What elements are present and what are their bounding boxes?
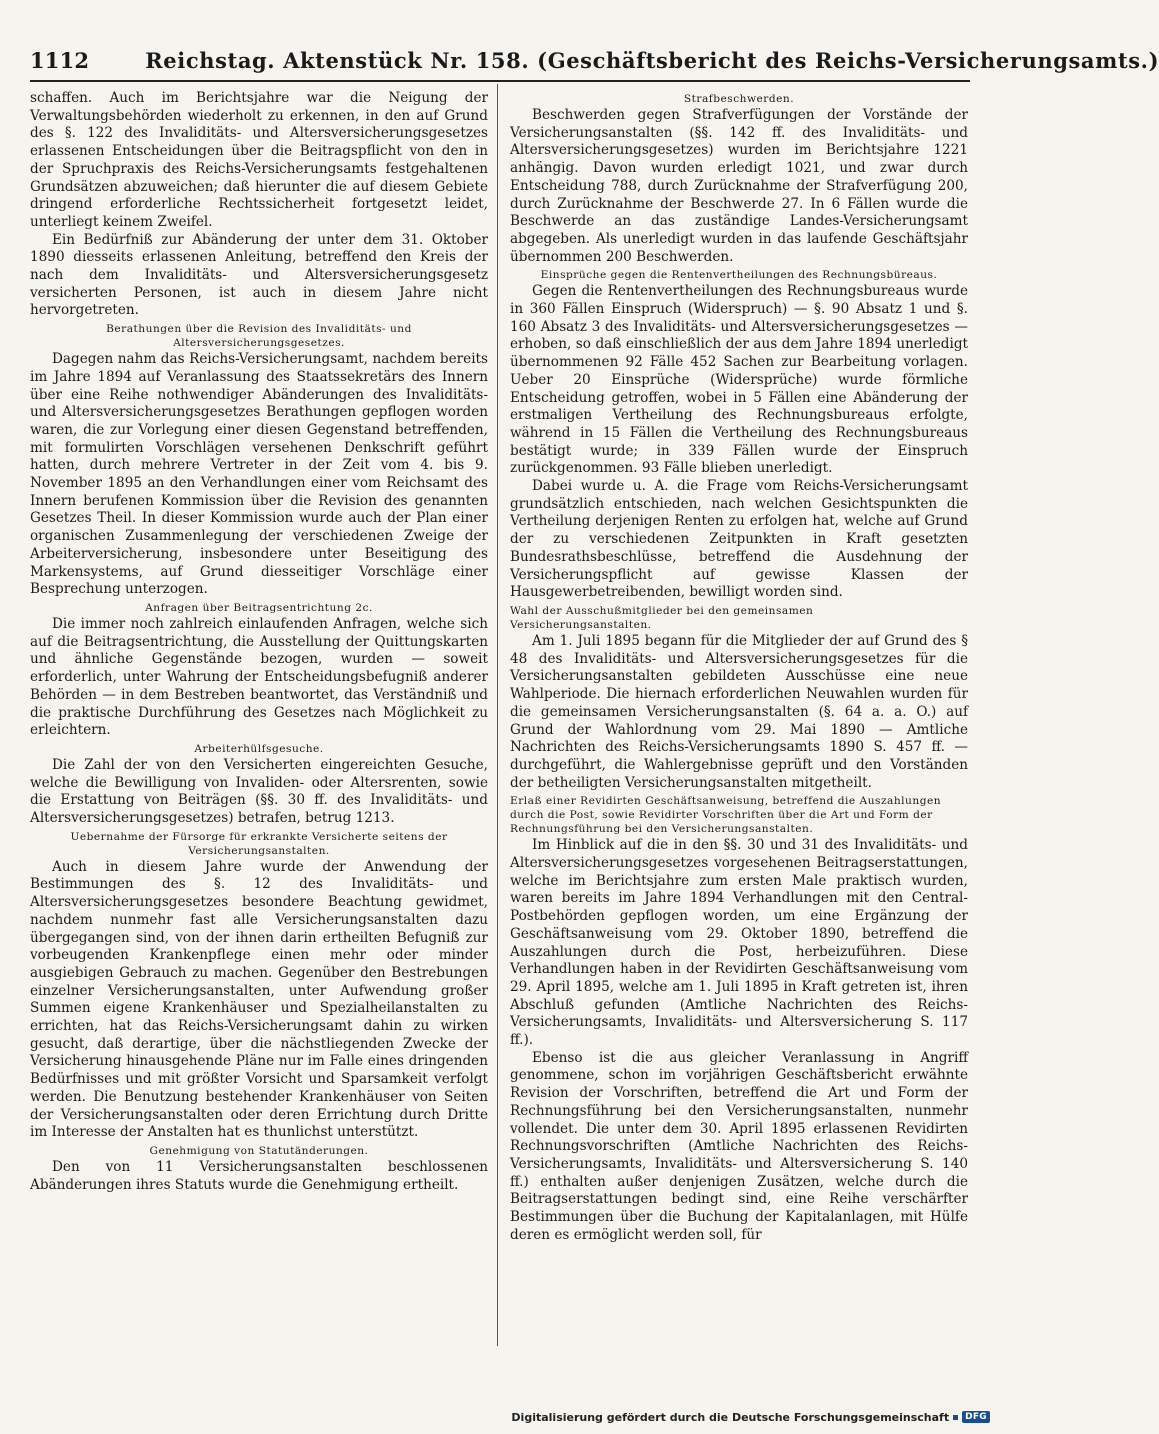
paragraph: Auch in diesem Jahre wurde der Anwendung der Bestimmungen des §. 12 des Invaliditäts- und Altersversicherungsgesetzes besondere Beachtung gewidmet, nachdem nunmehr fast alle Versicherungsanstalten dazu übergegangen sind, von der ihnen darin ertheilten Befugniß zur vorbeugenden Krankenpflege einen mehr oder minder ausgiebigen Gebrauch zu machen. Gegenüber den Bestrebungen einzelner Versicherungsanstalten, unter Aufwendung großer Summen eigene Krankenhäuser und Spezialheilanstalten zu errichten, hat das Reichs-Versicherungsamt dahin zu wirken gesucht, daß derartige, über die nächstliegenden Zwecke der Versicherung hinausgehende Pläne nur im Falle eines dringenden Bedürfnisses und mit größter Vorsicht und Sparsamkeit verfolgt werden. Die Benutzung bestehender Krankenhäuser von Seiten der Versicherungsanstalten oder deren Errichtung durch Dritte im Interesse der Anstalten hat es thunlichst unterstützt. [30,858,488,1141]
paragraph: Den von 11 Versicherungsanstalten beschlossenen Abänderungen ihres Statuts wurde die Genehmigung ertheilt. [30,1158,488,1193]
page-number: 1112 [30,48,90,73]
footer-text: Digitalisierung gefördert durch die Deutsche Forschungsgemeinschaft [511,1410,950,1424]
section-heading: Arbeiterhülfsgesuche. [194,742,324,755]
paragraph: Die Zahl der von den Versicherten eingereichten Gesuche, welche die Bewilligung von Invaliden- oder Altersrenten, sowie die Erstattung von Beiträgen (§§. 30 ff. des Invaliditäts- und Altersversicherungsgesetzes) betrafen, betrug 1213. [30,756,488,827]
section-heading: Erlaß einer Revidirten Geschäftsanweisung, betreffend die Auszahlungen durch die Post, sowie Revidirter Vorschriften über die Art und Form der Rechnungsführung bei den Versicherungsanstalten. [510,795,942,836]
paragraph: schaffen. Auch im Berichtsjahre war die Neigung der Verwaltungsbehörden wiederholt zu erkennen, in den auf Grund des §. 122 des Invaliditäts- und Altersversicherungsgesetzes erlassenen Entscheidungen über die Beitragspflicht von den in der Spruchpraxis des Reichs-Versicherungsamts festgehaltenen Grundsätzen abzuweichen; daß hierunter die auf diesem Gebiete dringend erforderliche Rechtssicherheit fortgesetzt leidet, unterliegt keinem Zweifel. [30,90,488,230]
paragraph: Im Hinblick auf die in den §§. 30 und 31 des Invaliditäts- und Altersversicherungsgesetzes vorgesehenen Beitragserstattungen, welche im Berichtsjahre zum ersten Male praktisch wurden, waren bereits im Jahre 1894 Verhandlungen mit den Central-Postbehörden gepflogen worden, um eine Ergänzung der Geschäftsanweisung vom 29. Oktober 1890, betreffend die Auszahlungen durch die Post, herbeizuführen. Diese Verhandlungen haben in der Revidirten Geschäftsanweisung vom 29. April 1895, welche am 1. Juli 1895 in Kraft getreten ist, ihren Abschluß gefunden (Amtliche Nachrichten des Reichs-Versicherungsamts, Invaliditäts- und Altersversicherung S. 117 ff.). [510,837,968,1049]
dfg-bullet-icon [953,1415,958,1420]
paragraph: Ein Bedürfniß zur Abänderung der unter dem 31. Oktober 1890 diesseits erlassenen Anleitung, betreffend den Kreis der nach dem Invaliditäts- und Altersversicherungsgesetz versicherten Personen, ist auch in diesem Jahre nicht hervorgetreten. [30,231,488,319]
paragraph: Die immer noch zahlreich einlaufenden Anfragen, welche sich auf die Beitragsentrichtung, die Ausstellung der Quittungskarten und ähnliche Gegenstände bezogen, wurden — soweit erforderlich, unter Wahrung der Entscheidungsbefugniß anderer Behörden — in dem Bestreben beantwortet, das Verständniß und die praktische Durchführung des Gesetzes nach Möglichkeit zu erleichtern. [30,615,488,739]
footer-credit [511,1408,990,1426]
paragraph: Am 1. Juli 1895 begann für die Mitglieder der auf Grund des § 48 des Invaliditäts- und Altersversicherungsgesetzes für die Versicherungsanstalten gebildeten Ausschüsse eine neue Wahlperiode. Die hiernach erforderlichen Neuwahlen wurden für die gemeinsamen Versicherungsanstalten (§. 64 a. a. O.) auf Grund der Wahlordnung vom 29. Mai 1890 — Amtliche Nachrichten des Reichs-Versicherungsamts 1890 S. 457 ff. — durchgeführt, die Wahlergebnisse geprüft und den Vorständen der betheiligten Versicherungsanstalten mitgetheilt. [510,632,968,791]
section-heading: Strafbeschwerden. [683,93,795,105]
paragraph: Dagegen nahm das Reichs-Versicherungsamt, nachdem bereits im Jahre 1894 auf Veranlassung des Staatssekretärs des Innern über eine Reihe nothwendiger Abänderungen des Invaliditäts- und Altersversicherungsgesetzes Berathungen gepflogen worden waren, die zur Vorlegung einer diesen Gegenstand betreffenden, mit formulirten Vorschlägen versehenen Denkschrift geführt hatten, durch mehrere Vertreter in der Zeit vom 4. bis 9. November 1895 an den Verhandlungen einer vom Reichsamt des Innern berufenen Kommission über die Revision des genannten Gesetzes Theil. In dieser Kommission wurde auch der Plan einer organischen Zusammenlegung der verschiedenen Zweige der Arbeiterversicherung, insbesondere unter Beseitigung des Markensystems, auf Grund diesseitiger Vorschläge einer Besprechung unterzogen. [30,351,488,598]
section-heading: Anfragen über Beitragsentrichtung 2c. [145,601,373,614]
paragraph: Beschwerden gegen Strafverfügungen der Vorstände der Versicherungsanstalten (§§. 142 ff. des Invaliditäts- und Altersversicherungsgesetzes) wurden im Berichtsjahre 1221 anhängig. Davon wurden erledigt 1021, und zwar durch Entscheidung 788, durch Zurücknahme der Strafverfügung 200, durch Zurücknahme der Beschwerde 27. In 6 Fällen wurde die Beschwerde an das zuständige Landes-Versicherungsamt abgegeben. Als unerledigt wurden in das laufende Geschäftsjahr übernommen 200 Beschwerden. [510,107,968,265]
section-heading: Genehmigung von Statutänderungen. [149,1144,369,1157]
header-rule [30,80,970,82]
left-column [30,90,488,1194]
paragraph: Ebenso ist die aus gleicher Veranlassung in Angriff genommene, schon im vorjährigen Geschäftsbericht erwähnte Revision der Vorschriften, betreffend die Art und Form der Rechnungsführung bei den Versicherungsanstalten, nunmehr vollendet. Die unter dem 30. April 1895 erlassenen Revidirten Rechnungsvorschriften (Amtliche Nachrichten des Reichs-Versicherungsamts, Invaliditäts- und Altersversicherung S. 140 ff.) enthalten außer denjenigen Zusätzen, welche durch die Beitragserstattungen bedingt sind, eine Reihe verschärfter Bestimmungen über die Buchung der Kapitalanlagen, mit Hülfe deren es ermöglicht werden soll, für [510,1049,968,1243]
paragraph: Gegen die Rentenvertheilungen des Rechnungsbureaus wurde in 360 Fällen Einspruch (Widerspruch) — §. 90 Absatz 1 und §. 160 Absatz 3 des Invaliditäts- und Altersversicherungsgesetzes — erhoben, so daß einschließlich der aus dem Jahre 1894 unerledigt übernommenen 92 Fälle 452 Sachen zur Bearbeitung vorlagen. Ueber 20 Einsprüche (Widersprüche) wurde förmliche Entscheidung getroffen, wobei in 5 Fällen eine Abänderung der erstmaligen Vertheilung des Rechnungsbureaus erfolgte, während in 15 Fällen die Vertheilung des Rechnungsbureaus bestätigt wurde; in 339 Fällen wurde der Einspruch zurückgenommen. 93 Fälle blieben unerledigt. [510,283,968,477]
running-head: Reichstag. Aktenstück Nr. 158. (Geschäftsbericht des Reichs-Versicherungsamts.) [145,48,1159,73]
section-heading: Uebernahme der Fürsorge für erkrankte Versicherte seitens der Versicherungsanstalten. [70,830,448,857]
column-divider [497,84,498,1346]
section-heading: Wahl der Ausschußmitglieder bei den gemeinsamen Versicherungsanstalten. [510,604,814,631]
section-heading: Einsprüche gegen die Rentenvertheilungen des Rechnungsbüreaus. [540,269,938,282]
right-column [510,90,968,1244]
paragraph: Dabei wurde u. A. die Frage vom Reichs-Versicherungsamt grundsätzlich entschieden, nach welchen Gesichtspunkten die Vertheilung derjenigen Renten zu erfolgen hat, welche auf Grund der zu verschiedenen Zeitpunkten in Kraft gesetzten Bundesrathsbeschlüsse, betreffend die Ausdehnung der Versicherungspflicht auf gewisse Klassen der Hausgewerbetreibenden, bewilligt worden sind. [510,478,968,601]
page-header [30,48,1159,80]
dfg-logo: DFG [962,1411,990,1423]
section-heading: Berathungen über die Revision des Invaliditäts- und Altersversicherungsgesetzes. [106,323,412,350]
